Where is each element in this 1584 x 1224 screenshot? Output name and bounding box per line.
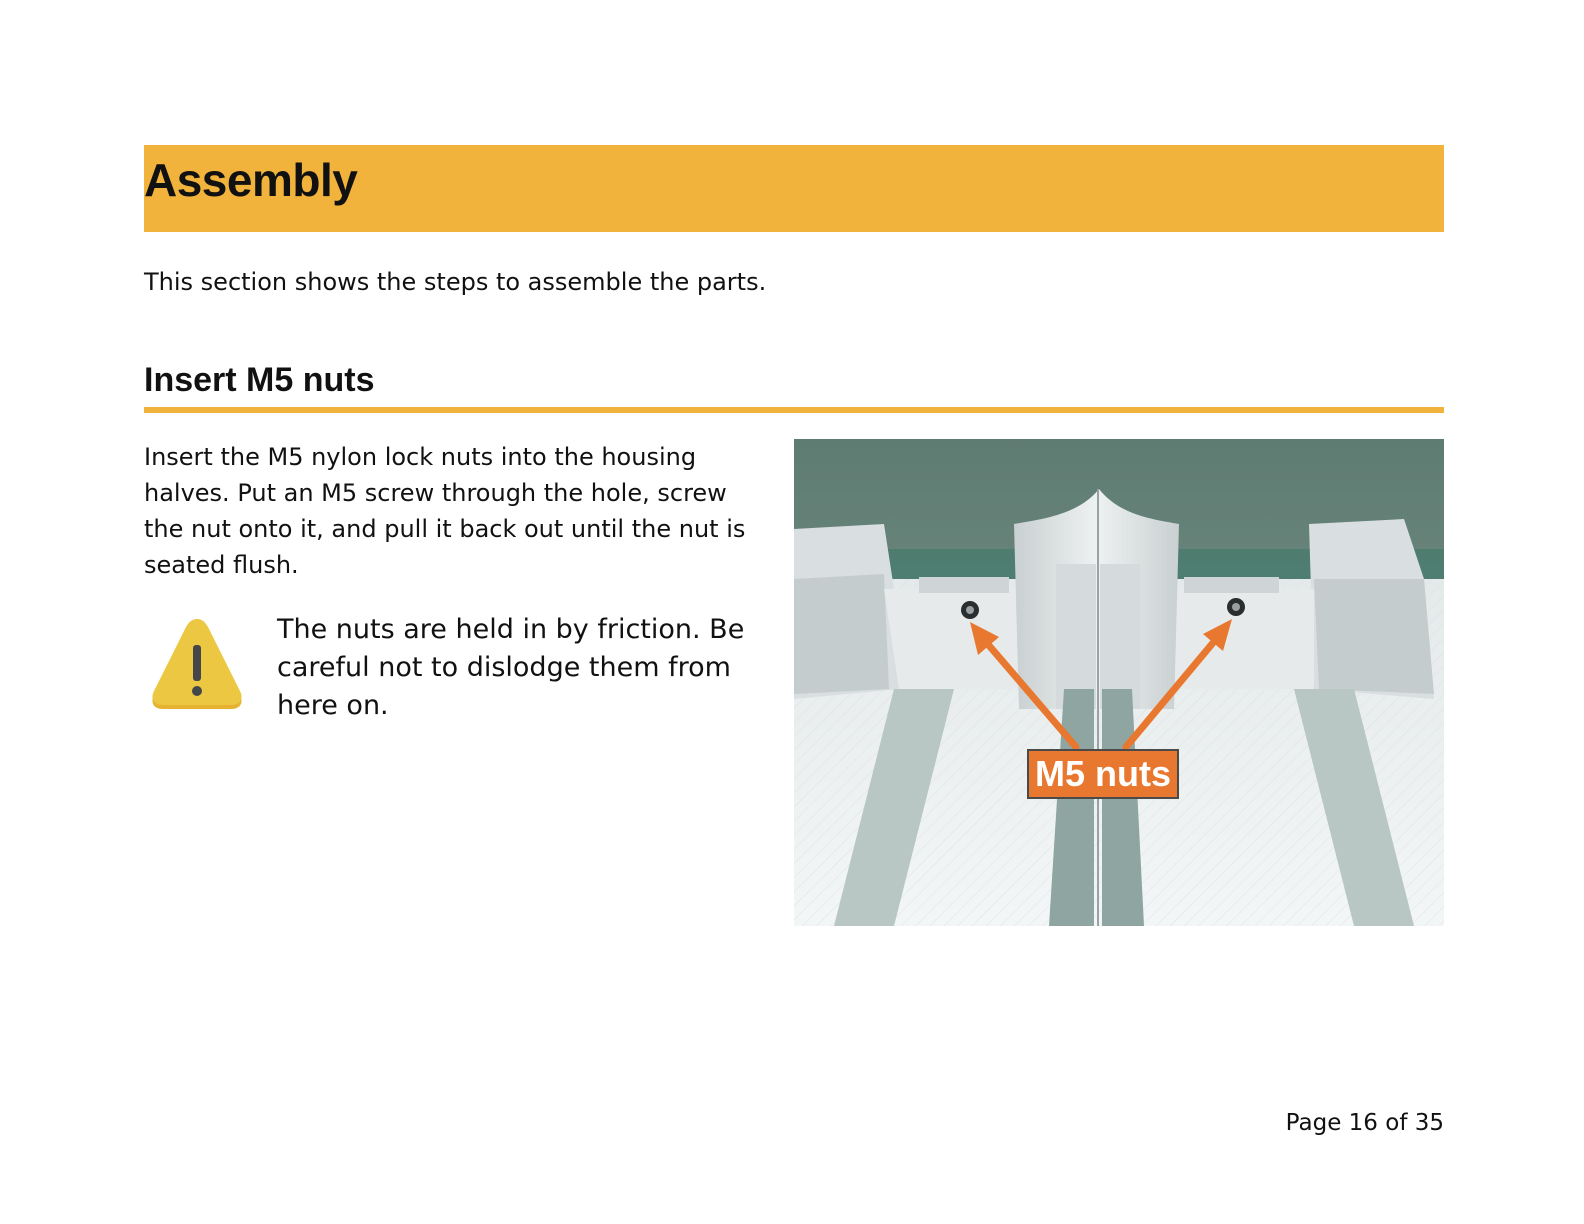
warning-message: The nuts are held in by friction. Be careful not to dislodge them from here on. — [277, 614, 745, 721]
page-number: Page 16 of 35 — [1285, 1110, 1444, 1136]
step-heading: Insert M5 nuts — [144, 361, 375, 399]
section-title: Assembly — [144, 154, 358, 206]
assembly-photo — [794, 439, 1444, 926]
step-divider — [144, 407, 1444, 413]
callout-label-m5-nuts: M5 nuts — [1027, 749, 1179, 799]
step-instructions: Insert the M5 nylon lock nuts into the housing halves. Put an M5 screw through the hole, screw the nut onto it, and pull it back out until the nut is seated flush. — [144, 443, 746, 579]
section-intro: This section shows the steps to assemble the parts. — [144, 268, 767, 296]
section-banner — [144, 145, 1444, 232]
warning-triangle-icon — [150, 617, 244, 715]
